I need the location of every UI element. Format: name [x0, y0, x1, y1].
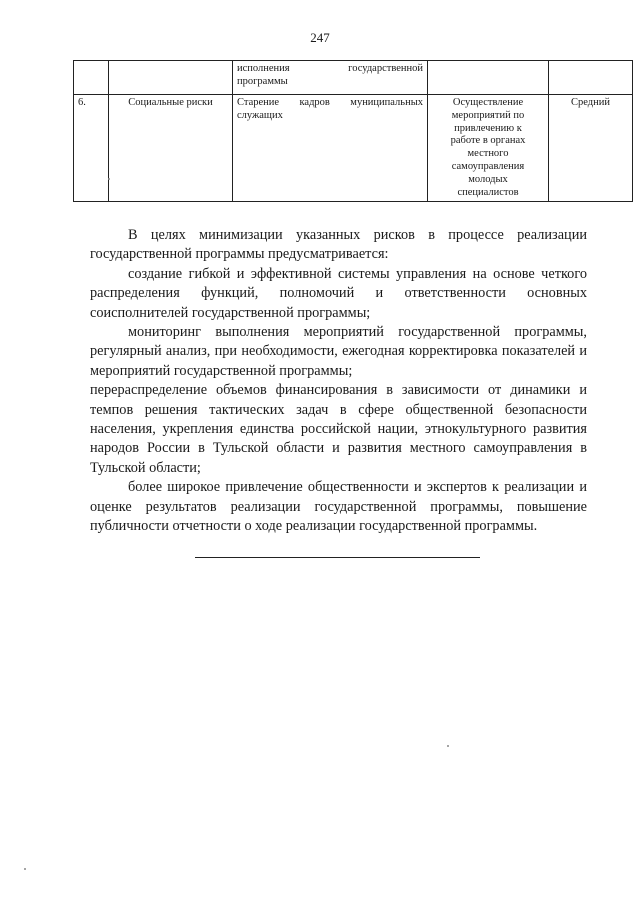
risk-level-cell: Средний	[549, 95, 633, 202]
list-item: мониторинг выполнения мероприятий государственной программы, регулярный анализ, при необходимости, ежегодная корректировка показателей и мероприятий государственной программы;	[90, 324, 587, 379]
scan-speck	[447, 745, 449, 747]
measure-cell	[428, 95, 549, 202]
risk-type-cell: Социальные риски	[109, 95, 233, 202]
measure-line: специалистов	[457, 186, 519, 198]
page-number: 247	[310, 30, 330, 45]
risk-cause-cell	[233, 95, 428, 202]
measure-line: работе в органах	[450, 135, 526, 147]
risk-cause-line: Старение кадров муниципальных	[237, 97, 423, 108]
measure-line: Осуществление	[452, 97, 524, 108]
risk-cause-line: исполнения государственной	[237, 63, 423, 74]
measure-line: самоуправления	[451, 160, 525, 172]
body-text	[90, 226, 587, 537]
risk-table	[73, 60, 633, 202]
list-item: более широкое привлечение общественности и экспертов к реализации и оценке результатов реализации государственной программы, повышение публичности отчетности о ходе реализации государственной программы.	[90, 479, 587, 535]
measure-line: молодых	[468, 173, 508, 185]
risk-cause-cell	[233, 61, 428, 95]
scan-speck	[24, 868, 26, 870]
measure-line: привлечению к	[454, 122, 522, 134]
table-row	[74, 61, 633, 95]
intro-paragraph: В целях минимизации указанных рисков в процессе реализации государственной программы предусматривается:	[90, 227, 587, 263]
measure-line: мероприятий по	[451, 109, 525, 121]
measure-line: местного	[467, 148, 509, 160]
list-item: создание гибкой и эффективной системы управления на основе четкого распределения функций, полномочий и ответственности основных соисполнителей государственной программы;	[90, 265, 587, 321]
risk-cause-line: служащих	[237, 109, 283, 121]
risk-cause-line: программы	[237, 75, 288, 87]
end-rule	[195, 557, 480, 558]
row-number-cell: 6.	[74, 95, 109, 202]
risk-type-cell	[109, 61, 233, 95]
list-item: перераспределение объемов финансирования в зависимости от динамики и темпов решения тактических задач в сфере общественной безопасности населения, укрепления единства российской нации, этнокультурного развития народов России в Тульской области и развития местного самоуправления в Тульской области;	[90, 382, 587, 476]
risk-level-cell	[549, 61, 633, 95]
table-row	[74, 95, 633, 202]
scan-speck	[108, 178, 110, 180]
row-number-cell	[74, 61, 109, 95]
measure-cell	[428, 61, 549, 95]
